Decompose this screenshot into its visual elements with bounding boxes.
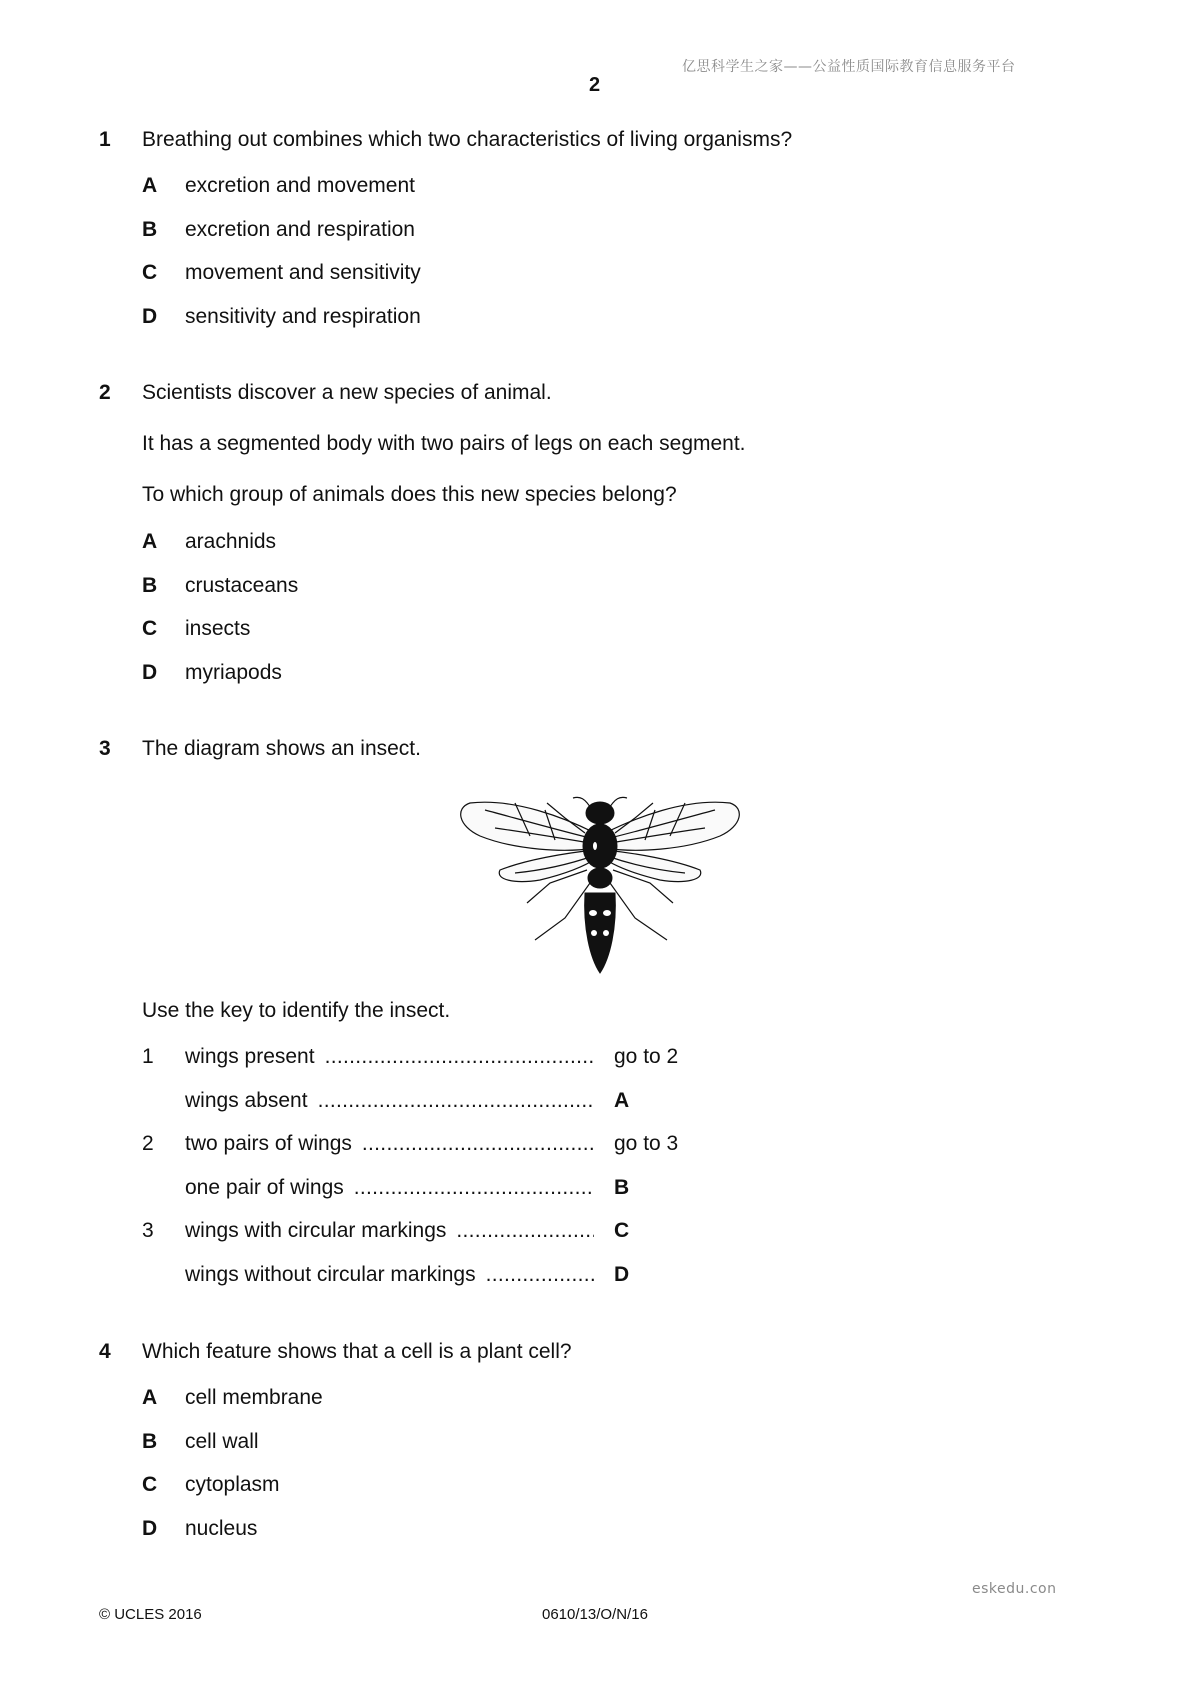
key-feature xyxy=(185,1045,597,1069)
leader-dots xyxy=(486,1263,594,1287)
paper-code: 0610/13/O/N/16 xyxy=(542,1606,648,1623)
key-feature xyxy=(185,1176,597,1200)
question-prompt: To which group of animals does this new species belong? xyxy=(142,483,677,506)
option-text: excretion and respiration xyxy=(185,218,415,241)
question-number: 4 xyxy=(99,1340,111,1363)
key-feature xyxy=(185,1132,597,1156)
option-letter: D xyxy=(142,305,158,328)
leader-dots xyxy=(325,1045,594,1069)
copyright: © UCLES 2016 xyxy=(99,1606,202,1623)
option-text: cell wall xyxy=(185,1430,259,1453)
option-text: cytoplasm xyxy=(185,1473,280,1496)
key-step-number: 3 xyxy=(142,1219,154,1242)
option-text: sensitivity and respiration xyxy=(185,305,421,328)
key-feature xyxy=(185,1263,597,1287)
key-result: D xyxy=(614,1263,630,1286)
option-text: insects xyxy=(185,617,251,640)
key-feature-label: wings without circular markings xyxy=(185,1263,476,1286)
option-letter: C xyxy=(142,261,158,284)
option-text: arachnids xyxy=(185,530,277,553)
leader-dots xyxy=(362,1132,594,1156)
option-letter: C xyxy=(142,1473,158,1496)
option-letter: D xyxy=(142,1517,158,1540)
key-feature-label: wings present xyxy=(185,1045,315,1068)
question-number: 2 xyxy=(99,381,111,404)
key-step-number: 2 xyxy=(142,1132,154,1155)
key-step-number: 1 xyxy=(142,1045,154,1068)
key-result: B xyxy=(614,1176,630,1199)
watermark-bottom: eskedu.con xyxy=(972,1581,1057,1597)
key-result: C xyxy=(614,1219,630,1242)
question-prompt: The diagram shows an insect. xyxy=(142,737,421,760)
option-letter: D xyxy=(142,661,158,684)
option-text: cell membrane xyxy=(185,1386,323,1409)
key-feature-label: wings absent xyxy=(185,1089,308,1112)
key-result: go to 2 xyxy=(614,1045,679,1068)
leader-dots xyxy=(354,1176,594,1200)
key-feature-label: wings with circular markings xyxy=(185,1219,447,1242)
page-number: 2 xyxy=(589,74,601,96)
question-prompt: It has a segmented body with two pairs of legs on each segment. xyxy=(142,432,746,455)
question-number: 1 xyxy=(99,128,111,151)
key-result: go to 3 xyxy=(614,1132,679,1155)
key-feature-label: two pairs of wings xyxy=(185,1132,352,1155)
leader-dots xyxy=(318,1089,594,1113)
option-text: crustaceans xyxy=(185,574,299,597)
option-letter: B xyxy=(142,574,158,597)
option-text: nucleus xyxy=(185,1517,258,1540)
option-text: excretion and movement xyxy=(185,174,415,197)
question-prompt: Breathing out combines which two characteristics of living organisms? xyxy=(142,128,793,151)
insect-diagram xyxy=(455,788,745,978)
key-feature-label: one pair of wings xyxy=(185,1176,344,1199)
option-letter: A xyxy=(142,1386,158,1409)
key-feature xyxy=(185,1089,597,1113)
option-letter: A xyxy=(142,174,158,197)
question-prompt: Which feature shows that a cell is a plant cell? xyxy=(142,1340,572,1363)
option-text: myriapods xyxy=(185,661,282,684)
key-result: A xyxy=(614,1089,630,1112)
option-letter: B xyxy=(142,218,158,241)
option-text: movement and sensitivity xyxy=(185,261,421,284)
key-feature xyxy=(185,1219,597,1243)
question-prompt: Use the key to identify the insect. xyxy=(142,999,451,1022)
option-letter: C xyxy=(142,617,158,640)
question-number: 3 xyxy=(99,737,111,760)
watermark-top: 亿思科学生之家——公益性质国际教育信息服务平台 xyxy=(682,59,1016,75)
option-letter: B xyxy=(142,1430,158,1453)
option-letter: A xyxy=(142,530,158,553)
question-prompt: Scientists discover a new species of animal. xyxy=(142,381,552,404)
leader-dots xyxy=(456,1219,594,1243)
